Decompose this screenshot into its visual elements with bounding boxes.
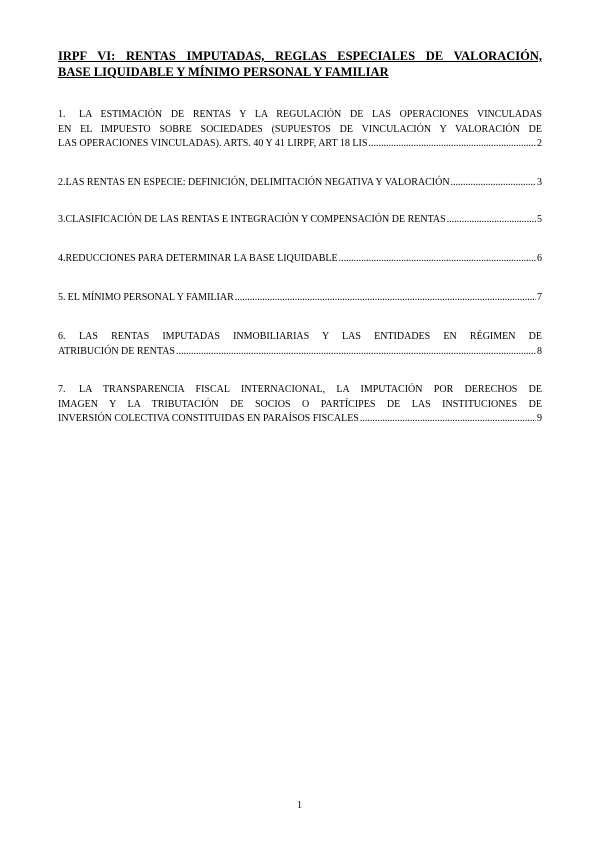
- dot-leader: [235, 291, 536, 306]
- toc-entry-4-number: 4.: [58, 253, 66, 264]
- toc-entry-2-number: 2.: [58, 177, 66, 188]
- document-title: [58, 48, 542, 80]
- dot-leader: [176, 345, 536, 360]
- toc-entry-5-line-1: 5. EL MÍNIMO PERSONAL Y FAMILIAR ..... 7: [58, 291, 542, 306]
- toc-entry-2-page: 3: [537, 177, 542, 188]
- title-line-2: BASE LIQUIDABLE Y MÍNIMO PERSONAL Y FAMILIAR: [58, 65, 389, 79]
- toc-entry-1-page: 2: [537, 138, 542, 149]
- toc-entry-3-number: 3.: [58, 214, 66, 225]
- dot-leader: [451, 176, 536, 191]
- page-number: 1: [297, 800, 302, 811]
- dot-leader: [368, 137, 536, 152]
- toc-entry-1-line-3: LAS OPERACIONES VINCULADAS). ARTS. 40 Y 41 LIRPF, ART 18 LIS ..... 2: [58, 137, 542, 152]
- toc-entry-7-line-2: IMAGEN Y LA TRIBUTACIÓN DE SOCIOS O PARTÍCIPES DE LAS INSTITUCIONES DE: [58, 398, 542, 410]
- dot-leader: [447, 213, 536, 228]
- toc-entry-6-line-1: 6. LAS RENTAS IMPUTADAS INMOBILIARIAS Y LAS ENTIDADES EN RÉGIMEN DE: [58, 330, 542, 345]
- toc-entry-6-number: 6.: [58, 331, 66, 342]
- toc-entry-7-number: 7.: [58, 384, 66, 395]
- toc-entry-6-line-2: ATRIBUCIÓN DE RENTAS ..... 8: [58, 345, 542, 360]
- toc-entry-3[interactable]: [58, 213, 542, 228]
- toc-entry-6[interactable]: [58, 330, 542, 359]
- toc-entry-4-page: 6: [537, 253, 542, 264]
- toc-entry-5-page: 7: [537, 292, 542, 303]
- toc-entry-7-line-3: INVERSIÓN COLECTIVA CONSTITUIDAS EN PARAÍSOS FISCALES ..... 9: [58, 412, 542, 427]
- toc-entry-7-line-1: 7. LA TRANSPARENCIA FISCAL INTERNACIONAL, LA IMPUTACIÓN POR DERECHOS DE: [58, 383, 542, 398]
- toc-entry-4-line-1: 4. REDUCCIONES PARA DETERMINAR LA BASE LIQUIDABLE ..... 6: [58, 252, 542, 267]
- toc-entry-7[interactable]: [58, 383, 542, 427]
- title-line-1: IRPF VI: RENTAS IMPUTADAS, REGLAS ESPECIALES DE VALORACIÓN,: [58, 49, 542, 63]
- toc-entry-4[interactable]: [58, 252, 542, 267]
- toc-entry-1[interactable]: [58, 108, 542, 152]
- dot-leader: [360, 412, 536, 427]
- toc-entry-7-page: 9: [537, 413, 542, 424]
- toc-entry-2-line-1: 2. LAS RENTAS EN ESPECIE: DEFINICIÓN, DELIMITACIÓN NEGATIVA Y VALORACIÓN ..... 3: [58, 176, 542, 191]
- toc-entry-5[interactable]: [58, 291, 542, 306]
- toc-entry-1-number: 1.: [58, 109, 66, 120]
- toc-entry-3-page: 5: [537, 214, 542, 225]
- dot-leader: [339, 252, 536, 267]
- toc-entry-1-line-1: 1. LA ESTIMACIÓN DE RENTAS Y LA REGULACIÓN DE LAS OPERACIONES VINCULADAS: [58, 108, 542, 123]
- toc-entry-5-number: 5.: [58, 292, 66, 303]
- toc-entry-6-page: 8: [537, 345, 542, 357]
- toc-entry-3-line-1: 3. CLASIFICACIÓN DE LAS RENTAS E INTEGRACIÓN Y COMPENSACIÓN DE RENTAS ..... 5: [58, 213, 542, 228]
- toc-entry-1-line-2: EN EL IMPUESTO SOBRE SOCIEDADES (SUPUESTOS DE VINCULACIÓN Y VALORACIÓN DE: [58, 123, 542, 135]
- toc-entry-2[interactable]: [58, 176, 542, 191]
